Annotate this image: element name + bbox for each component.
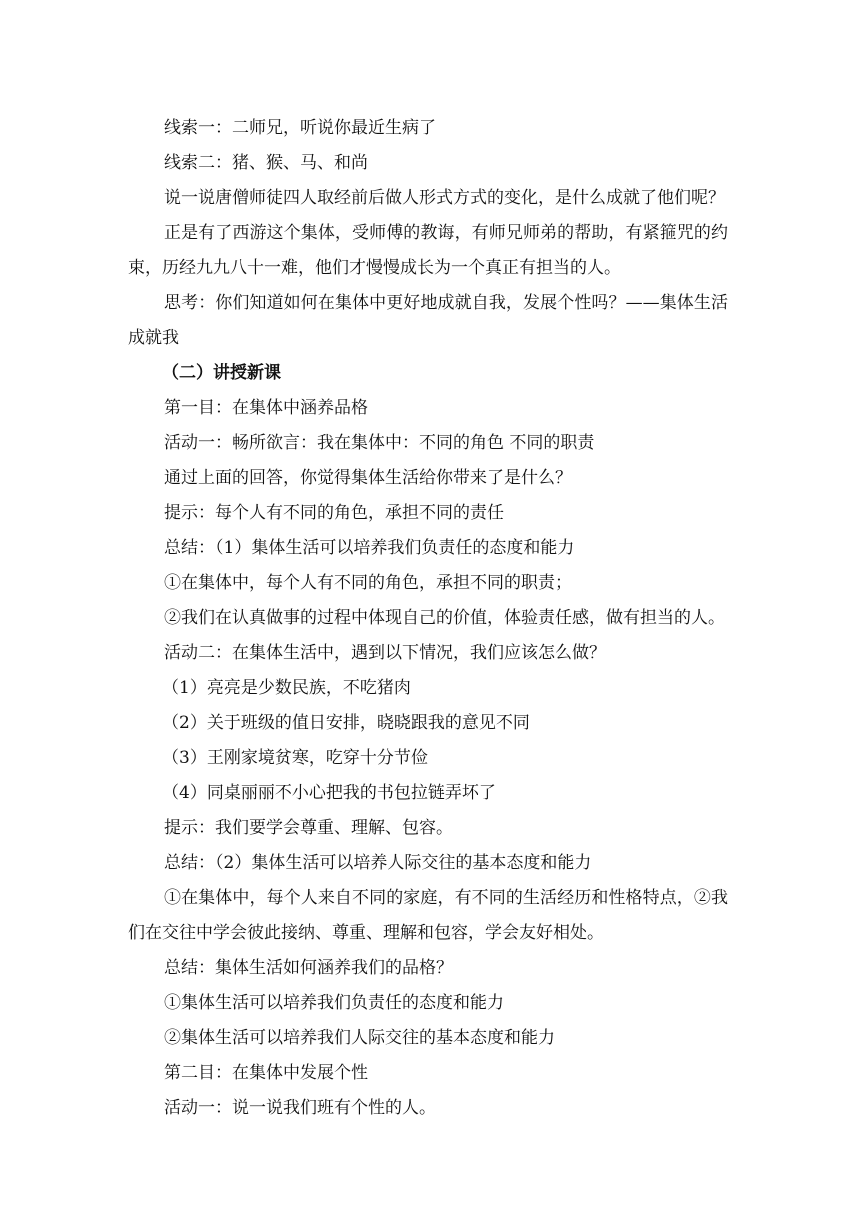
scenario-4: （4）同桌丽丽不小心把我的书包拉链弄坏了 <box>162 783 496 803</box>
paragraph-clue-1: 线索一：二师兄，听说你最近生病了 <box>164 118 436 138</box>
activity-3: 活动一：说一说我们班有个性的人。 <box>164 1098 436 1118</box>
paragraph-journey-explanation: 正是有了西游这个集体，受师傅的教诲，有师兄师弟的帮助，有紧箍咒的约束，历经九九八十一难，他们才慢慢成长为一个真正有担当的人。 <box>128 223 728 278</box>
question-text: 通过上面的回答，你觉得集体生活给你带来了是什么？ <box>164 468 572 488</box>
paragraph-clue-2: 线索二：猪、猴、马、和尚 <box>164 153 368 173</box>
summary-2-details: ①在集体中，每个人来自不同的家庭，有不同的生活经历和性格特点，②我们在交往中学会彼此接纳、尊重、理解和包容，学会友好相处。 <box>128 888 728 943</box>
document-page <box>128 111 728 1126</box>
hint-2: 提示：我们要学会尊重、理解、包容。 <box>164 818 453 838</box>
scenario-1: （1）亮亮是少数民族，不吃猪肉 <box>162 678 411 698</box>
paragraph-discussion-question: 说一说唐僧师徒四人取经前后做人形式方式的变化，是什么成就了他们呢？ <box>164 188 725 208</box>
hint-1: 提示：每个人有不同的角色，承担不同的责任 <box>164 503 504 523</box>
summary-question: 总结：集体生活如何涵养我们的品格？ <box>164 958 453 978</box>
summary-2: 总结：（2）集体生活可以培养人际交往的基本态度和能力 <box>164 853 592 873</box>
summary-1: 总结：（1）集体生活可以培养我们负责任的态度和能力 <box>164 538 575 558</box>
summary-answer-2: ②集体生活可以培养我们人际交往的基本态度和能力 <box>164 1028 555 1048</box>
activity-2: 活动二：在集体生活中，遇到以下情况，我们应该怎么做？ <box>164 643 606 663</box>
scenario-3: （3）王刚家境贫寒，吃穿十分节俭 <box>162 748 428 768</box>
summary-1-point-2: ②我们在认真做事的过程中体现自己的价值，体验责任感，做有担当的人。 <box>164 608 725 628</box>
section-heading-new-lesson: （二）讲授新课 <box>162 363 281 383</box>
scenario-2: （2）关于班级的值日安排，晓晓跟我的意见不同 <box>162 713 530 733</box>
summary-1-point-1: ①在集体中，每个人有不同的角色，承担不同的职责； <box>164 573 572 593</box>
subsection-title-2: 第二目：在集体中发展个性 <box>164 1063 368 1083</box>
paragraph-reflection: 思考：你们知道如何在集体中更好地成就自我，发展个性吗？——集体生活成就我 <box>128 293 728 348</box>
activity-1: 活动一：畅所欲言：我在集体中：不同的角色 不同的职责 <box>164 433 595 453</box>
summary-answer-1: ①集体生活可以培养我们负责任的态度和能力 <box>164 993 504 1013</box>
subsection-title-1: 第一目：在集体中涵养品格 <box>164 398 368 418</box>
